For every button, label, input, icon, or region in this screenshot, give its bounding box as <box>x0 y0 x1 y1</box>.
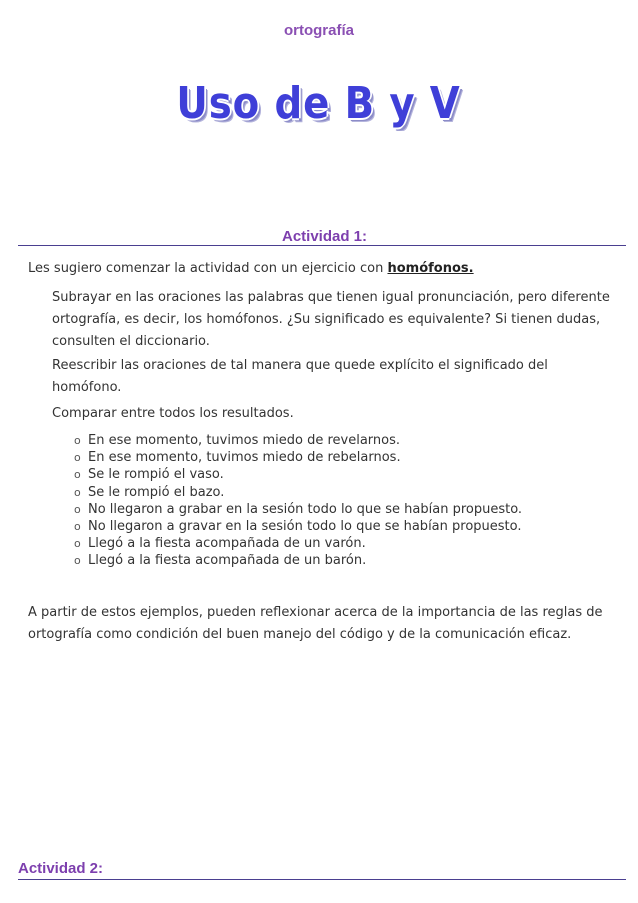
list-item <box>60 552 522 569</box>
intro-text: Les sugiero comenzar la actividad con un ejercicio con <box>28 261 388 276</box>
bullet-icon: o <box>74 554 81 568</box>
list-item <box>60 449 522 466</box>
bullet-icon: o <box>74 468 81 482</box>
example-text: Llegó a la fiesta acompañada de un barón. <box>88 553 367 569</box>
divider-line <box>18 879 626 880</box>
list-item <box>60 518 522 535</box>
activity-2-heading: Actividad 2: <box>18 860 104 877</box>
instruction-paragraph: Comparar entre todos los resultados. <box>52 406 294 421</box>
list-item <box>60 535 522 552</box>
example-text: En ese momento, tuvimos miedo de rebelarnos. <box>88 450 401 466</box>
example-text: Se le rompió el bazo. <box>88 484 225 500</box>
bullet-icon: o <box>74 434 81 447</box>
bullet-icon: o <box>74 451 81 465</box>
main-title: Uso de B y V <box>176 78 462 129</box>
intro-emphasis: homófonos. <box>387 261 474 276</box>
closing-paragraph: A partir de estos ejemplos, pueden reflexionar acerca de la importancia de las reglas de ortografía como condición del buen manejo del código y de la comunicación eficaz. <box>28 605 603 642</box>
bullet-icon: o <box>74 502 81 516</box>
instruction-paragraph: Reescribir las oraciones de tal manera que quede explícito el significado del homófono. <box>52 358 548 395</box>
activity-1-heading: Actividad 1: <box>282 228 368 245</box>
bullet-icon: o <box>74 520 81 534</box>
example-text: Se le rompió el vaso. <box>88 467 224 483</box>
example-text: Llegó a la fiesta acompañada de un varón. <box>88 536 366 552</box>
list-item <box>60 501 522 518</box>
activity-1-intro <box>28 259 618 278</box>
example-text: No llegaron a gravar en la sesión todo lo que se habían propuesto. <box>88 519 522 535</box>
divider-line <box>18 245 626 246</box>
bullet-icon: o <box>74 485 81 499</box>
list-item <box>60 432 522 449</box>
example-text: En ese momento, tuvimos miedo de revelarnos. <box>88 433 401 448</box>
list-item <box>60 466 522 483</box>
document-header: ortografía <box>283 22 354 39</box>
instruction-paragraph: Subrayar en las oraciones las palabras que tienen igual pronunciación, pero diferente ortografía, es decir, los homófonos. ¿Su significado es equivalente? Si tienen dudas, consulten el diccionario. <box>52 290 610 349</box>
examples-list <box>60 432 522 570</box>
example-text: No llegaron a grabar en la sesión todo lo que se habían propuesto. <box>88 501 523 517</box>
list-item <box>60 484 522 501</box>
title-container <box>0 78 638 129</box>
bullet-icon: o <box>74 537 81 551</box>
